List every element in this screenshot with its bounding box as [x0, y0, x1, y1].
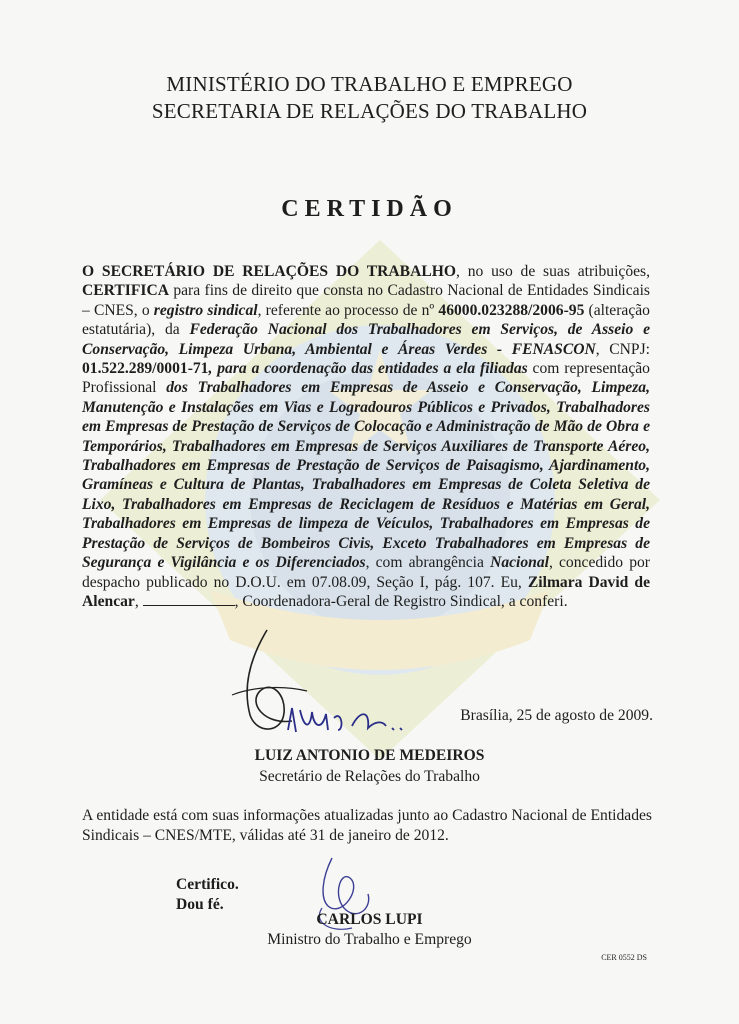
registro-sindical-term: registro sindical [153, 301, 258, 319]
body-text-segment: , com abrangência [365, 554, 491, 572]
body-text-segment: , CNPJ: [595, 340, 650, 358]
represented-categories: dos Trabalhadores em Empresas de Asseio e Conservação, Limpeza, Manutenção e Instalações em Vias e Logradouros Públicos e Privados, Trabalhadores em Empresas de Prestação de Serviços de Colocação e Administração de Mão de Obra e Temporários, Trabalhadores em Empresas de Serviços Auxiliares de Transporte Aéreo, Trabalhadores em Empresas de Prestação de Serviços de Paisagismo, Ajardinamento, Gramíneas e Cultura de Plantas, Trabalhadores em Empresas de Coleta Seletiva de Lixo, Trabalhadores em Empresas de Reciclagem de Resíduos e Matérias em Geral, Trabalhadores em Empresas de limpeza de Veículos, Trabalhadores em Empresas de Prestação de Serviços de Bombeiros Civis, Exceto Trabalhadores em Empresas de Segurança e Vigilância e os Diferenciados [82, 379, 650, 572]
document-code: CER 0552 DS [601, 953, 647, 962]
certificate-body [82, 262, 650, 611]
issuer-title: O SECRETÁRIO DE RELAÇÕES DO TRABALHO [82, 263, 457, 280]
federation-name: Federação Nacional dos Trabalhadores em Serviços, de Asseio e Conservação, Limpeza Urbana, Ambiental e Áreas Verdes - FENASCON [82, 321, 650, 358]
body-text-segment: (alteração estatutária), da [82, 301, 650, 339]
secretary-signature [282, 700, 412, 740]
coordinator-name: Zilmara David de Alencar [82, 573, 650, 610]
certifico-text: Certifico. [176, 876, 239, 893]
minister-name: CARLOS LUPI [316, 911, 423, 928]
signature-blank-line [143, 593, 235, 606]
validity-note: A entidade está com suas informações atualizadas junto ao Cadastro Nacional de Entidades Sindicais – CNES/MTE, válidas até 31 de janeiro de 2012. [82, 807, 652, 844]
process-number: 46000.023288/2006-95 [438, 301, 585, 319]
body-text-segment: , [134, 592, 143, 610]
ministry-header: MINISTÉRIO DO TRABALHO E EMPREGO [166, 72, 573, 96]
body-text-segment: , no uso de suas atribuições, [456, 263, 651, 280]
body-text-segment: , referente ao processo de nº [257, 301, 439, 319]
cnpj-number: 01.522.289/0001-71 [82, 360, 209, 378]
secretary-role: Secretário de Relações do Trabalho [259, 768, 480, 785]
body-text-segment: , concedido por despacho publicado no D.O.U. em 07.08.09, Seção I, pág. 107. Eu, [82, 554, 651, 591]
scope-nacional: Nacional [490, 554, 549, 572]
body-text-segment: com representação Profissional [82, 360, 650, 397]
certifica-keyword: CERTIFICA [82, 282, 169, 300]
body-text-segment: para fins de direito que consta no Cadastro Nacional de Entidades Sindicais – CNES, o [82, 282, 650, 319]
coordination-clause: , para a coordenação das entidades a ela filiadas [208, 360, 528, 378]
document-title: CERTIDÃO [281, 196, 458, 222]
place-and-date: Brasília, 25 de agosto de 2009. [460, 707, 653, 724]
secretary-name: LUIZ ANTONIO DE MEDEIROS [254, 747, 485, 764]
secretariat-header: SECRETARIA DE RELAÇÕES DO TRABALHO [151, 99, 588, 123]
minister-role: Ministro do Trabalho e Emprego [267, 931, 472, 948]
body-text-segment: , Coordenadora-Geral de Registro Sindical, a conferi. [234, 592, 568, 610]
dou-fe-text: Dou fé. [176, 896, 224, 913]
